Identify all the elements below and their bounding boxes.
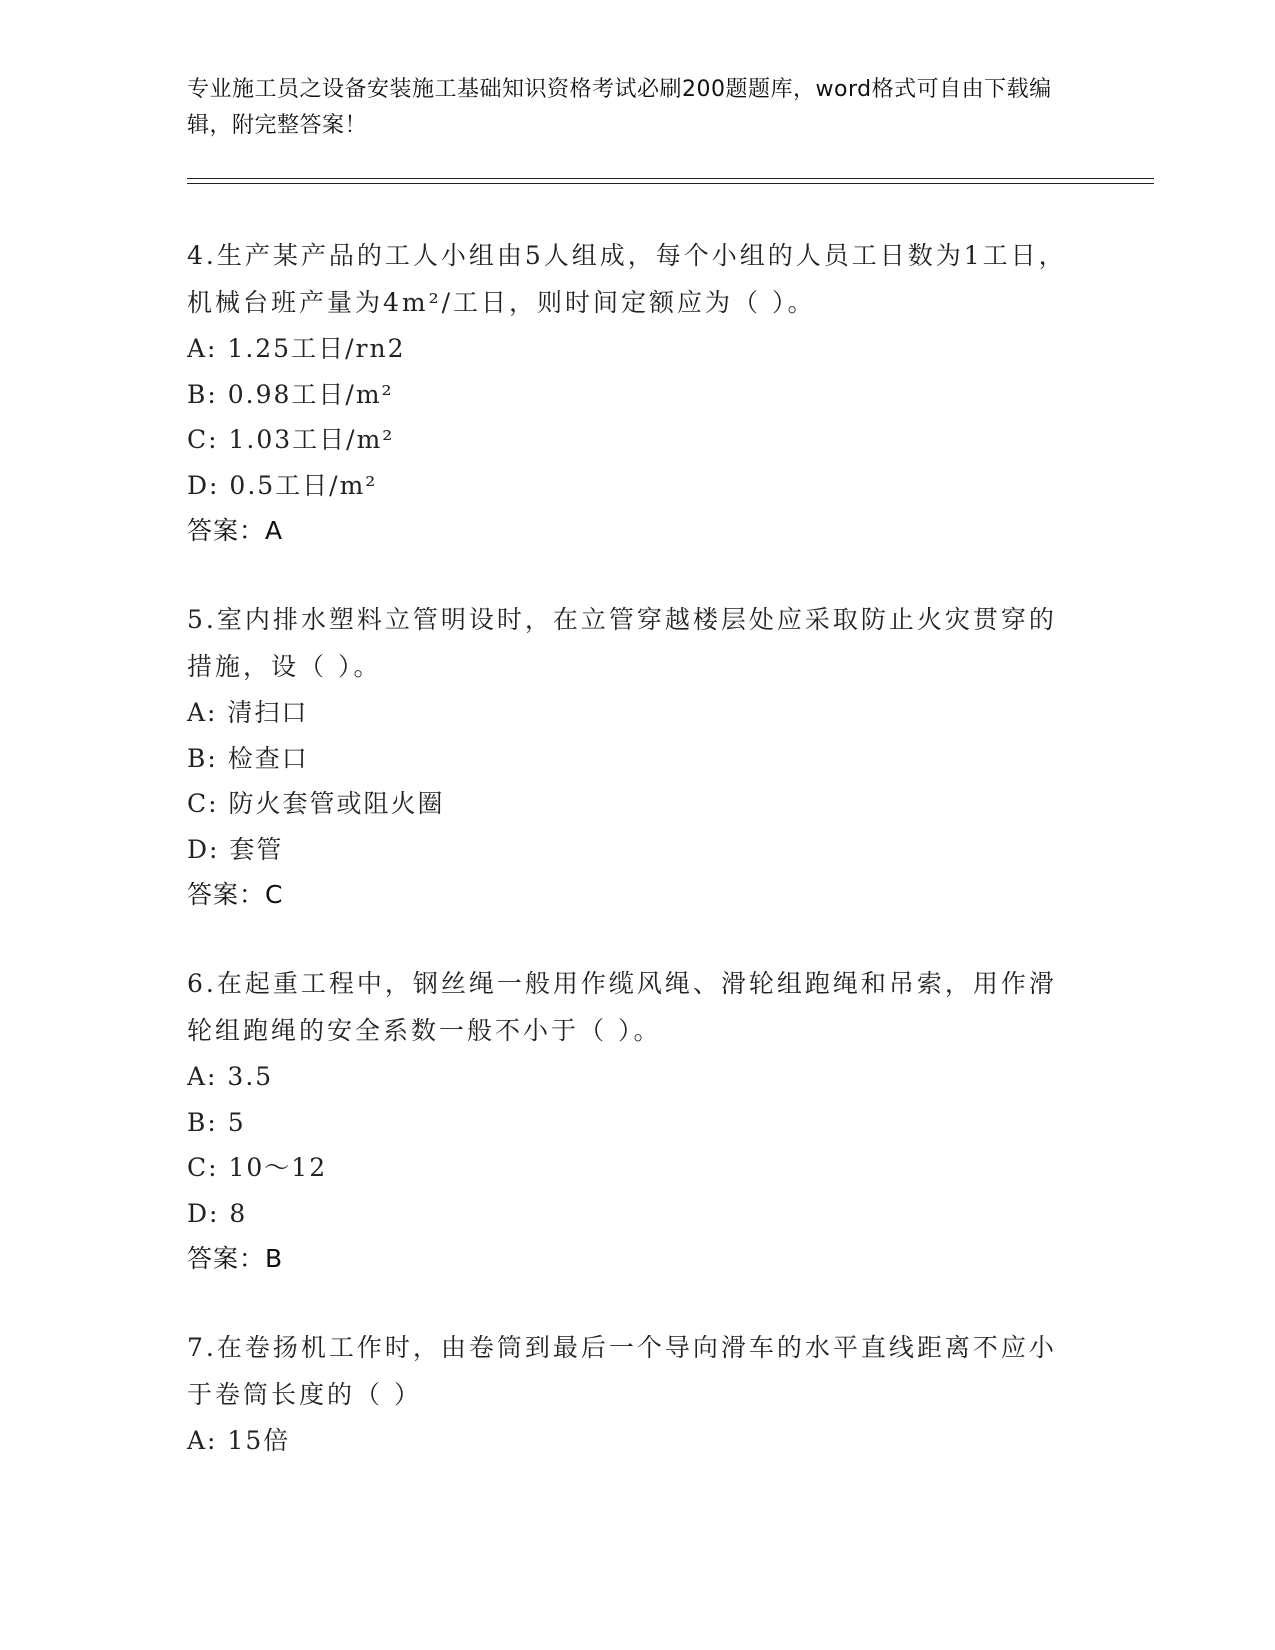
question-7 [187, 1324, 1067, 1464]
option-d: D: 0.5工日/m² [187, 470, 378, 500]
option-b: B: 5 [187, 1107, 246, 1137]
document-header: 专业施工员之设备安装施工基础知识资格考试必刷200题题库，word格式可自由下载编辑，附完整答案！ [187, 77, 1052, 138]
option-a: A: 15倍 [187, 1426, 291, 1455]
answer: 答案：C [187, 880, 284, 909]
question-stem: 7.在卷扬机工作时，由卷筒到最后一个导向滑车的水平直线距离不应小于卷筒长度的（ ） [187, 1333, 1057, 1409]
question-6 [187, 960, 1067, 1282]
option-c: C: 1.03工日/m² [187, 425, 395, 454]
option-d: D: 8 [187, 1198, 248, 1228]
question-5 [187, 596, 1067, 918]
option-a: A: 1.25工日/rn2 [187, 334, 406, 363]
option-d: D: 套管 [187, 834, 284, 864]
question-stem: 6.在起重工程中，钢丝绳一般用作缆风绳、滑轮组跑绳和吊索，用作滑轮组跑绳的安全系数一般不小于（ ）。 [187, 969, 1057, 1045]
option-a: A: 清扫口 [187, 698, 309, 727]
answer: 答案：A [187, 516, 284, 545]
option-c: C: 10～12 [187, 1153, 328, 1182]
question-4 [187, 232, 1067, 554]
option-a: A: 3.5 [187, 1062, 274, 1091]
answer: 答案：B [187, 1244, 284, 1273]
option-c: C: 防火套管或阻火圈 [187, 789, 445, 818]
question-stem: 4.生产某产品的工人小组由5人组成，每个小组的人员工日数为1工日，机械台班产量为4m²/工日，则时间定额应为（ ）。 [187, 241, 1067, 317]
question-stem: 5.室内排水塑料立管明设时，在立管穿越楼层处应采取防止火灾贯穿的措施，设（ ）。 [187, 605, 1057, 681]
header-divider-top [187, 178, 1154, 179]
option-b: B: 0.98工日/m² [187, 379, 394, 409]
header-divider-bottom [187, 183, 1154, 184]
option-b: B: 检查口 [187, 743, 309, 773]
